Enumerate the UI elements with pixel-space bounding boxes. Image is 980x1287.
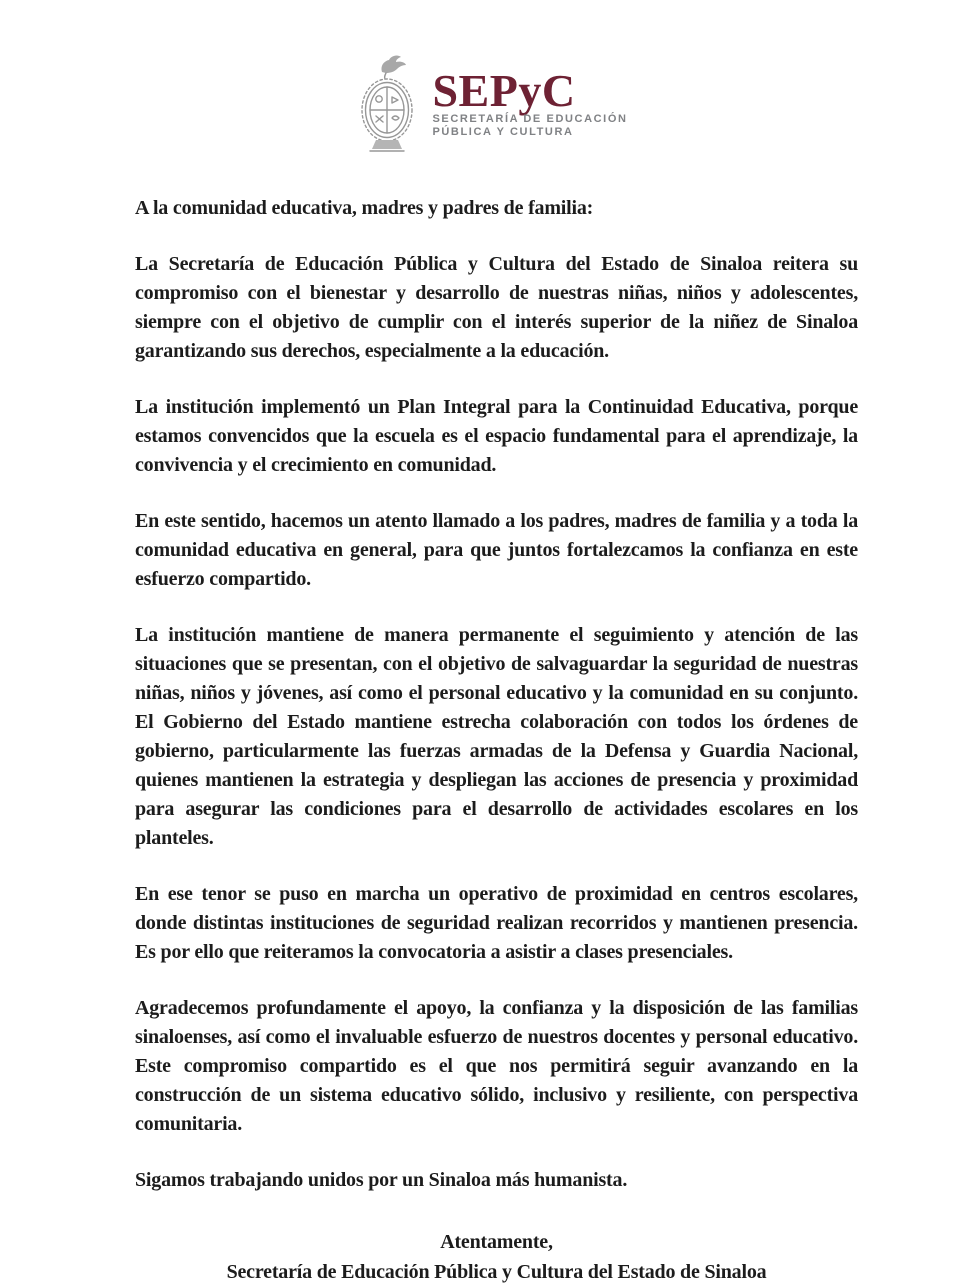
- valediction: Atentamente,: [440, 1231, 553, 1253]
- closing-block: [135, 1227, 858, 1287]
- signature: Secretaría de Educación Pública y Cultura del Estado de Sinaloa: [226, 1261, 767, 1283]
- letter-paragraph-7: Sigamos trabajando unidos por un Sinaloa más humanista.: [135, 1169, 628, 1191]
- salutation: A la comunidad educativa, madres y padres de familia:: [135, 197, 594, 219]
- logo-text-block: [432, 65, 628, 139]
- letter-paragraph-6: Agradecemos profundamente el apoyo, la confianza y la disposición de las familias sinaloenses, así como el invaluable esfuerzo de nuestros docentes y personal educativo. Este compromiso compartido es el que nos permitirá seguir avanzando en la construcción de un sistema educativo sólido, inclusivo y resiliente, con perspectiva comunitaria.: [135, 997, 858, 1135]
- letter-paragraph-1: La Secretaría de Educación Pública y Cultura del Estado de Sinaloa reitera su compromiso con el bienestar y desarrollo de nuestras niñas, niños y adolescentes, siempre con el objetivo de cumplir con el interés superior de la niñez de Sinaloa garantizando sus derechos, especialmente a la educación.: [135, 253, 858, 362]
- logo-org-line1: SECRETARÍA DE EDUCACIÓN: [432, 113, 628, 125]
- letter-paragraph-2: La institución implementó un Plan Integral para la Continuidad Educativa, porque estamos convencidos que la escuela es el espacio fundamental para el aprendizaje, la convivencia y el crecimiento en comunidad.: [135, 396, 858, 476]
- sinaloa-crest-icon: [352, 52, 422, 156]
- logo-acronym: SEPyC: [432, 65, 576, 116]
- letter-paragraph-3: En este sentido, hacemos un atento llamado a los padres, madres de familia y a toda la comunidad educativa en general, para que juntos fortalezcamos la confianza en este esfuerzo compartido.: [135, 510, 858, 590]
- logo-org-line2: PÚBLICA Y CULTURA: [432, 126, 574, 138]
- sepyc-logo: [0, 0, 980, 156]
- letter-paragraph-5: En ese tenor se puso en marcha un operativo de proximidad en centros escolares, donde distintas instituciones de seguridad realizan recorridos y mantienen presencia. Es por ello que reiteramos la convocatoria a asistir a clases presenciales.: [135, 883, 858, 963]
- letter-body: [135, 194, 858, 1287]
- letter-paragraph-4: La institución mantiene de manera permanente el seguimiento y atención de las situaciones que se presentan, con el objetivo de salvaguardar la seguridad de nuestras niñas, niños y jóvenes, así como el personal educativo y la comunidad en su conjunto. El Gobierno del Estado mantiene estrecha colaboración con todos los órdenes de gobierno, particularmente las fuerzas armadas de la Defensa y Guardia Nacional, quienes mantienen la estrategia y despliegan las acciones de presencia y proximidad para asegurar las condiciones para el desarrollo de actividades escolares en los planteles.: [135, 624, 858, 849]
